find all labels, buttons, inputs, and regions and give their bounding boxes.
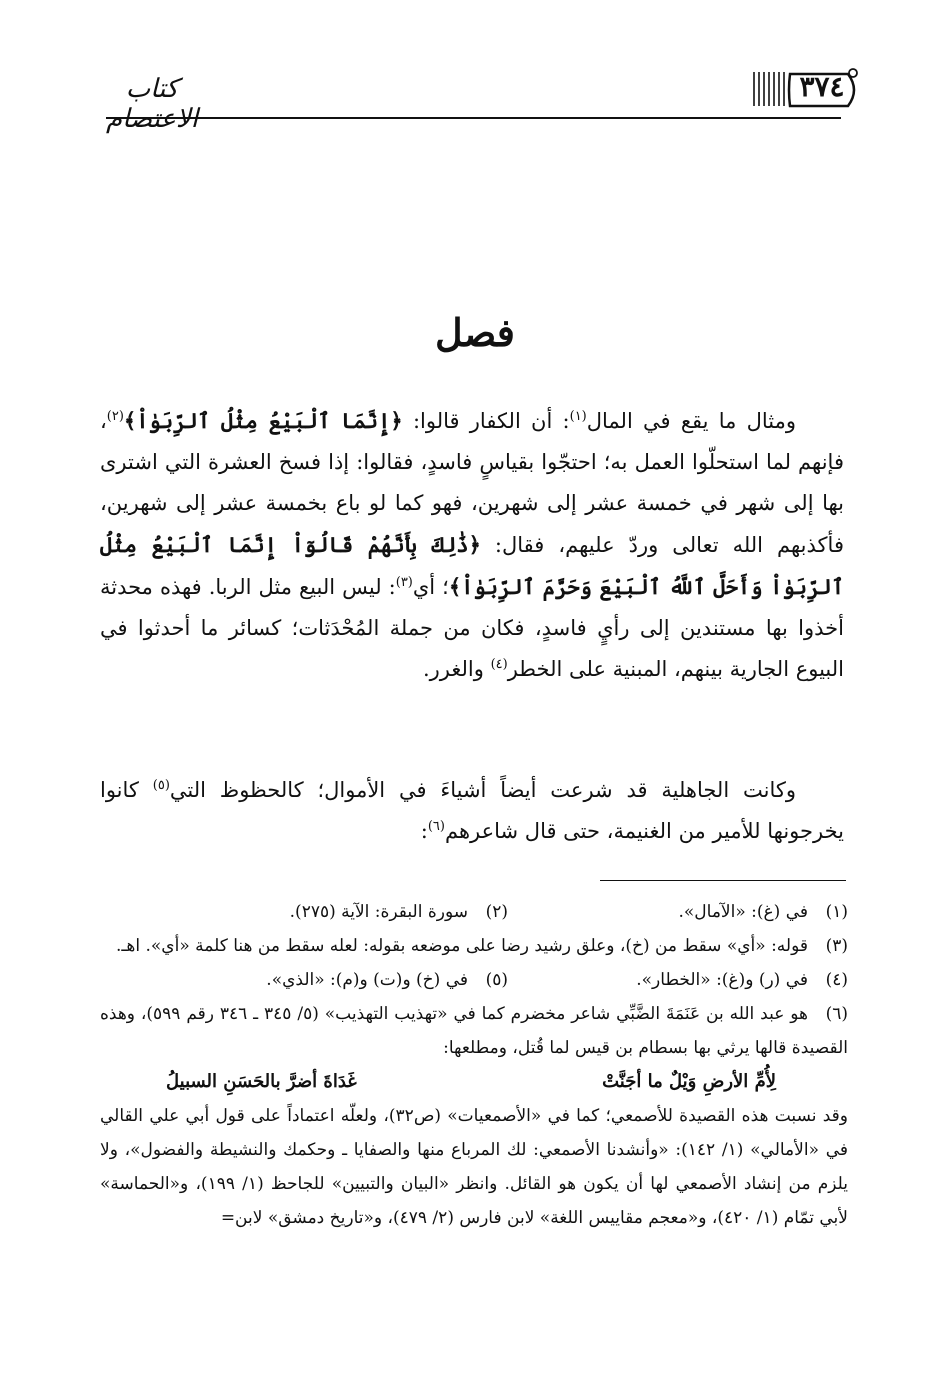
text-run: وكانت الجاهلية قد شرعت أيضاً أشياءَ في الأموال؛ كالحظوظ التي <box>169 778 796 802</box>
footnote-number: (٣) <box>825 936 848 956</box>
footnote-text: قوله: «أي» سقط من (خ)، وعلق رشيد رضا على موضعه بقوله: لعله سقط من هنا كلمة «أي». اهـ. <box>116 936 808 956</box>
footnote-text: هو عبد الله بن عَنَمَةَ الضَّبِّي شاعر مخضرم كما في «تهذيب التهذيب» (٥/ ٣٤٥ ـ ٣٤٦ رقم ٥٩٩)، وهذه القصيدة قالها يرثي بها بسطام بن قيس لما قُتل، ومطلعها: <box>100 1004 848 1058</box>
poem-verse <box>100 1065 848 1099</box>
running-title: كتاب الاعتصام <box>106 74 198 134</box>
footnote-number: (١) <box>825 902 848 922</box>
footnote-text: وقد نسبت هذه القصيدة للأصمعي؛ كما في «الأصمعيات» (ص٣٢)، ولعلّه اعتماداً على قول أبي علي القالي في «الأمالي» (١/ ١٤٢): «وأنشدنا الأصمعي: لك المرباع منها والصفايا ـ وحكمك والنشيطة والفضول»، ولا يلزم من إنشاد الأصمعي لها أن يكون هو القائل. وانظر «البيان والتبيين» للجاحظ (١/ ١٩٩)، و«الحماسة» لأبي تمّام (١/ ٤٢٠)، و«معجم مقاييس اللغة» لابن فارس (٢/ ٤٧٩)، و«تاريخ دمشق» لابن= <box>100 1106 849 1228</box>
text-run: : أن الكفار قالوا: <box>402 409 570 433</box>
body-paragraph-2 <box>100 770 844 852</box>
text-run: ومثال ما يقع في المال <box>586 409 796 433</box>
text-run: ، فإنهم لما استحلّوا العمل به؛ احتجّوا بقياسٍ فاسدٍ، فقالوا: إذا فسخ العشرة التي اشترى بها إلى شهر في خمسة عشر إلى شهرين، فهو كما لو باع بخمسة عشر إلى شهرين، فأكذبهم الله تعالى وردّ عليهم، فقال: <box>100 409 844 557</box>
footnote-5 <box>168 963 508 997</box>
footnote-separator <box>600 880 846 881</box>
text-run: والغرر. <box>422 657 491 681</box>
footnote-row <box>100 895 848 929</box>
quran-verse: ﴿ذَٰلِكَ بِأَنَّهُمْ قَالُوٓاْ إِنَّمَا ٱلْبَيْعُ مِثْلُ ٱلرِّبَوٰاْ وَأَحَلَّ ٱللَّهُ ٱلْبَيْعَ وَحَرَّمَ ٱلرِّبَوٰاْ﴾ <box>100 532 845 599</box>
footnote-ref: (١) <box>569 409 587 424</box>
footnote-ref: (٣) <box>395 575 413 590</box>
footnote-1 <box>508 895 848 929</box>
footnote-ref: (٤) <box>490 657 508 672</box>
footnote-6-continued <box>100 1099 848 1235</box>
poem-second-hemistich: غَدَاةَ أضرَّ بالحَسَنِ السبيلُ <box>166 1071 357 1092</box>
footnote-3 <box>100 929 848 963</box>
text-run: : ليس البيع مثل الربا. فهذه محدثة أخذوا بها مستندين إلى رأيٍ فاسدٍ، فكان من جملة المُحْدَثات؛ كسائر ما أحدثوا في البيوع الجارية بينهم، المبنية على الخطر <box>100 575 844 681</box>
footnote-2 <box>168 895 508 929</box>
footnote-4 <box>508 963 848 997</box>
footnote-number: (٤) <box>825 970 848 990</box>
footnote-number: (٢) <box>485 902 508 922</box>
footnote-text: سورة البقرة: الآية (٢٧٥). <box>289 902 468 922</box>
footnote-number: (٥) <box>485 970 508 990</box>
footnote-row <box>100 963 848 997</box>
footnote-ref: (٦) <box>427 819 445 834</box>
page-number: ٣٧٤ <box>799 70 845 103</box>
footnote-6 <box>100 997 848 1065</box>
text-run: : <box>420 819 428 843</box>
footnote-text: في (غ): «الآمال». <box>678 902 808 922</box>
page-number-frame <box>748 66 860 110</box>
section-heading: فصل <box>435 310 515 355</box>
footnote-ref: (٥) <box>152 778 170 793</box>
quran-verse: ﴿إِنَّمَا ٱلْبَيْعُ مِثْلُ ٱلرِّبَوٰاْ﴾ <box>123 408 403 433</box>
poem-first-hemistich: لِأُمِّ الأرضِ وَيْلٌ ما أجَنَّتْ <box>602 1071 776 1092</box>
footnote-number: (٦) <box>825 1004 848 1024</box>
footnote-ref: (٢) <box>106 409 124 424</box>
text-run: ؛ أي <box>412 575 449 599</box>
footnote-text: في (ر) و(غ): «الخطار». <box>636 970 808 990</box>
footnotes <box>100 895 848 1235</box>
text-run: كانوا يخرجونها للأمير من الغنيمة، حتى قال شاعرهم <box>100 778 844 843</box>
header-rule <box>106 117 841 119</box>
body-paragraph-1 <box>100 400 844 690</box>
footnote-text: في (خ) و(ت) و(م): «الذي». <box>266 970 468 990</box>
